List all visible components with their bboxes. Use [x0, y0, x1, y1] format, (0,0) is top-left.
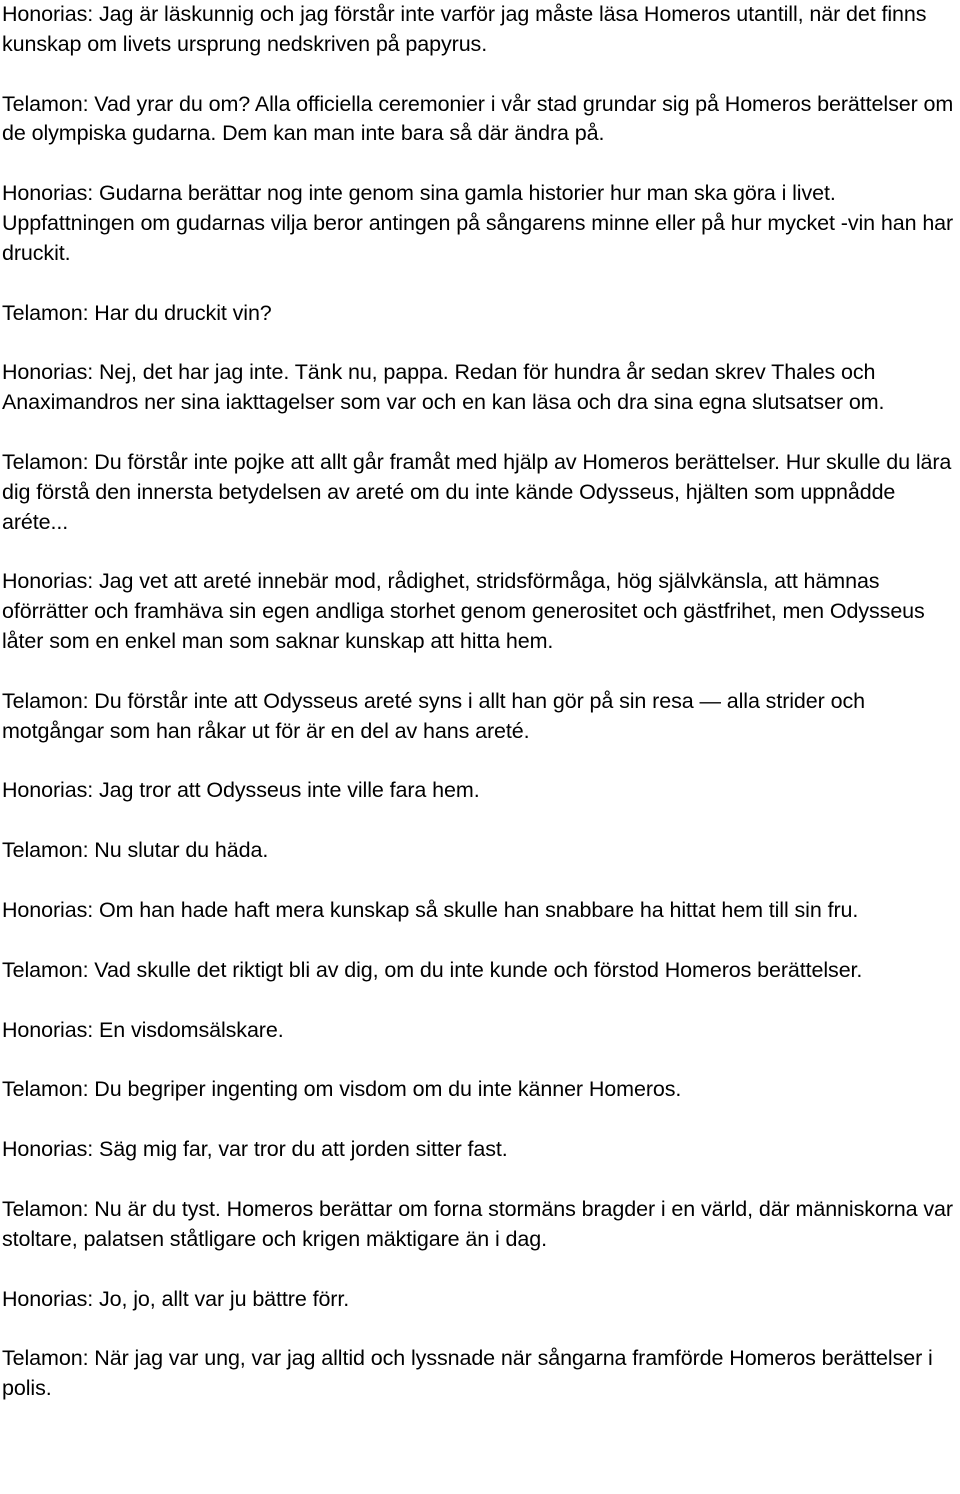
dialogue-paragraph-honorias: Honorias: Jag tror att Odysseus inte ville fara hem. — [2, 778, 480, 803]
dialogue-paragraph-honorias: Honorias: Gudarna berättar nog inte genom sina gamla historier hur man ska göra i livet. Uppfattningen om gudarnas vilja beror antingen på sångarens minne eller på hur mycket -vin han har druckit. — [2, 181, 954, 265]
dialogue-paragraph-telamon: Telamon: Har du druckit vin? — [2, 300, 272, 325]
dialogue-paragraph-telamon: Telamon: Vad skulle det riktigt bli av dig, om du inte kunde och förstod Homeros berättelser. — [2, 957, 863, 982]
dialogue-paragraph-telamon: Telamon: Du förstår inte pojke att allt går framåt med hjälp av Homeros berättelser. Hur skulle du lära dig förstå den innersta betydelsen av areté om du inte kände Odysseus, hjälten som uppnådde aréte... — [2, 449, 952, 534]
dialogue-paragraph-honorias: Honorias: Säg mig far, var tror du att jorden sitter fast. — [2, 1137, 508, 1162]
dialogue-paragraph-honorias: Honorias: Jag vet att areté innebär mod, rådighet, stridsförmåga, hög självkänsla, att hämnas oförrätter och framhäva sin egen andliga storhet genom generositet och gästfrihet, men Odysseus låter som en enkel man som saknar kunskap att hitta hem. — [2, 569, 925, 653]
dialogue-paragraph-telamon: Telamon: När jag var ung, var jag alltid och lyssnade när sångarna framförde Homeros berättelser i polis. — [2, 1346, 933, 1401]
dialogue-paragraph-honorias: Honorias: Jag är läskunnig och jag förstår inte varför jag måste läsa Homeros utantill, när det finns kunskap om livets ursprung nedskriven på papyrus. — [2, 2, 927, 56]
dialogue-paragraph-telamon: Telamon: Du begriper ingenting om visdom om du inte känner Homeros. — [2, 1077, 682, 1102]
dialogue-paragraph-honorias: Honorias: Nej, det har jag inte. Tänk nu, pappa. Redan för hundra år sedan skrev Thales och Anaximandros ner sina iakttagelser som var och en kan läsa och dra sina egna slutsatser om. — [2, 360, 885, 415]
dialogue-paragraph-honorias: Honorias: En visdomsälskare. — [2, 1017, 284, 1042]
dialogue-paragraph-telamon: Telamon: Nu slutar du häda. — [2, 838, 269, 863]
dialogue-paragraph-honorias: Honorias: Jo, jo, allt var ju bättre förr. — [2, 1286, 350, 1311]
dialogue-paragraph-telamon: Telamon: Vad yrar du om? Alla officiella ceremonier i vår stad grundar sig på Homeros berättelser om de olympiska gudarna. Dem kan man inte bara så där ändra på. — [2, 91, 954, 146]
dialogue-paragraph-telamon: Telamon: Du förstår inte att Odysseus areté syns i allt han gör på sin resa — alla strider och motgångar som han råkar ut för är en del av hans areté. — [2, 688, 865, 743]
dialogue-paragraph-honorias: Honorias: Om han hade haft mera kunskap så skulle han snabbare ha hittat hem till sin fru. — [2, 897, 859, 922]
dialogue-document — [2, 0, 958, 1404]
dialogue-paragraph-telamon: Telamon: Nu är du tyst. Homeros berättar om forna stormäns bragder i en värld, där människorna var stoltare, palatsen ståtligare och krigen mäktigare än i dag. — [2, 1196, 953, 1251]
